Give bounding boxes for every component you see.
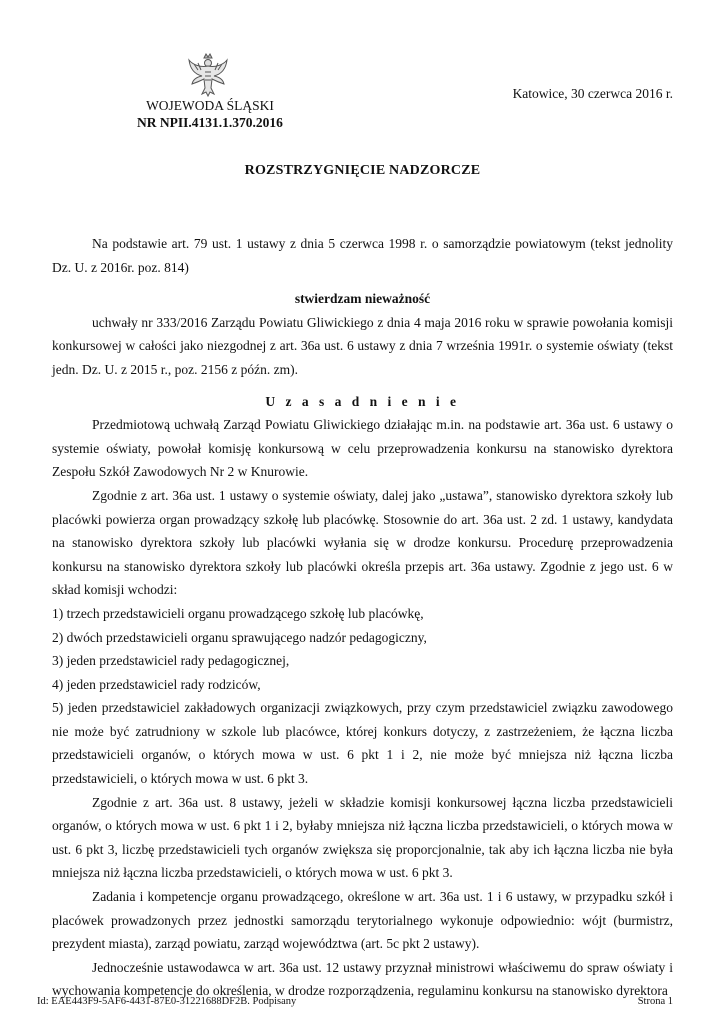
list-item: 5) jeden przedstawiciel zakładowych organizacji związkowych, przy czym przedstawiciel związku zawodowego nie może być zatrudniony w szkole lub placówce, której konkurs dotyczy, z zastrzeżeniem, że łączna liczba przedstawicieli organów, o których mowa w ust. 6 pkt 1 i 2, nie może być mniejsza niż łączna liczba przedstawicieli, o których mowa w ust. 6 pkt 3. [52,700,673,787]
paragraph: Przedmiotową uchwałą Zarząd Powiatu Gliwickiego działając m.in. na podstawie art. 36a ust. 6 ustawy o systemie oświaty, powołał komisję konkursową w celu przeprowadzenia konkursu na stanowisko dyrektora Zespołu Szkół Zawodowych Nr 2 w Knurowie. [52,417,673,480]
list-item: 1) trzech przedstawicieli organu prowadzącego szkołę lub placówkę, [52,605,424,621]
document-title: ROZSTRZYGNIĘCIE NADZORCZE [244,163,481,178]
paragraph: Zgodnie z art. 36a ust. 1 ustawy o systemie oświaty, dalej jako „ustawa”, stanowisko dyrektora szkoły lub placówki powierza organ prowadzący szkołę lub placówkę. Stosownie do art. 36a ust. 2 zd. 1 ustawy, kandydata na stanowisko dyrektora szkoły lub placówki wyłania się w drodze konkursu. Procedurę przeprowadzenia konkursu na stanowisko dyrektora szkoły lub placówki określa przepis art. 36a ustawy. Zgodnie z jego ust. 6 w skład komisji wchodzi: [52,487,673,598]
polish-eagle-emblem-icon [186,52,230,98]
justification-heading: U z a s a d n i e n i e [265,393,460,409]
document-number: NR NPII.4131.1.370.2016 [137,115,283,130]
place-date: Katowice, 30 czerwca 2016 r. [512,86,673,101]
paragraph: Zadania i kompetencje organu prowadzącego, określone w art. 36a ust. 1 i 6 ustawy, w przypadku szkół i placówek prowadzonych przez jednostki samorządu terytorialnego wykonuje odpowiednio: wójt (burmistrz, prezydent miasta), zarząd powiatu, zarząd województwa (art. 5c pkt 2 ustawy). [52,889,673,952]
verdict-heading: stwierdzam nieważność [294,291,431,307]
intro-paragraph: Na podstawie art. 79 ust. 1 ustawy z dnia 5 czerwca 1998 r. o samorządzie powiatowym (tekst jednolity Dz. U. z 2016r. poz. 814) [52,236,673,275]
list-item: 4) jeden przedstawiciel rady rodziców, [52,676,261,692]
paragraph: Zgodnie z art. 36a ust. 8 ustawy, jeżeli w składzie komisji konkursowej łączna liczba przedstawicieli organów, o których mowa w ust. 6 pkt 1 i 2, byłaby mniejsza niż łączna liczba przedstawicieli, o których mowa w ust. 6 pkt 3, liczbę przedstawicieli tych organów zwiększa się proporcjonalnie, tak aby ich łączna liczba nie była mniejsza niż łączna liczba przedstawicieli, o których mowa w ust. 6 pkt 3. [52,794,673,881]
issuer-name: WOJEWODA ŚLĄSKI [146,98,274,113]
verdict-paragraph: uchwały nr 333/2016 Zarządu Powiatu Gliwickiego z dnia 4 maja 2016 roku w sprawie powołania komisji konkursowej w całości jako niezgodnej z art. 36a ust. 6 ustawy z dnia 7 września 1991r. o systemie oświaty (tekst jedn. Dz. U. z 2015 r., poz. 2156 z późn. zm). [52,314,673,377]
list-item: 2) dwóch przedstawicieli organu sprawującego nadzór pedagogiczny, [52,629,427,645]
page-number: Strona 1 [637,996,673,1007]
paragraph: Jednocześnie ustawodawca w art. 36a ust. 12 ustawy przyznał ministrowi właściwemu do spraw oświaty i wychowania kompetencje do określenia, w drodze rozporządzenia, regulaminu konkursu na stanowisko dyrektora [52,959,673,999]
list-item: 3) jeden przedstawiciel rady pedagogicznej, [52,653,290,669]
document-body [52,232,673,1003]
document-id: Id: EAE443F9-5AF6-4431-87E0-31221688DF2B. Podpisany [37,996,297,1007]
issuer-block [130,97,290,131]
